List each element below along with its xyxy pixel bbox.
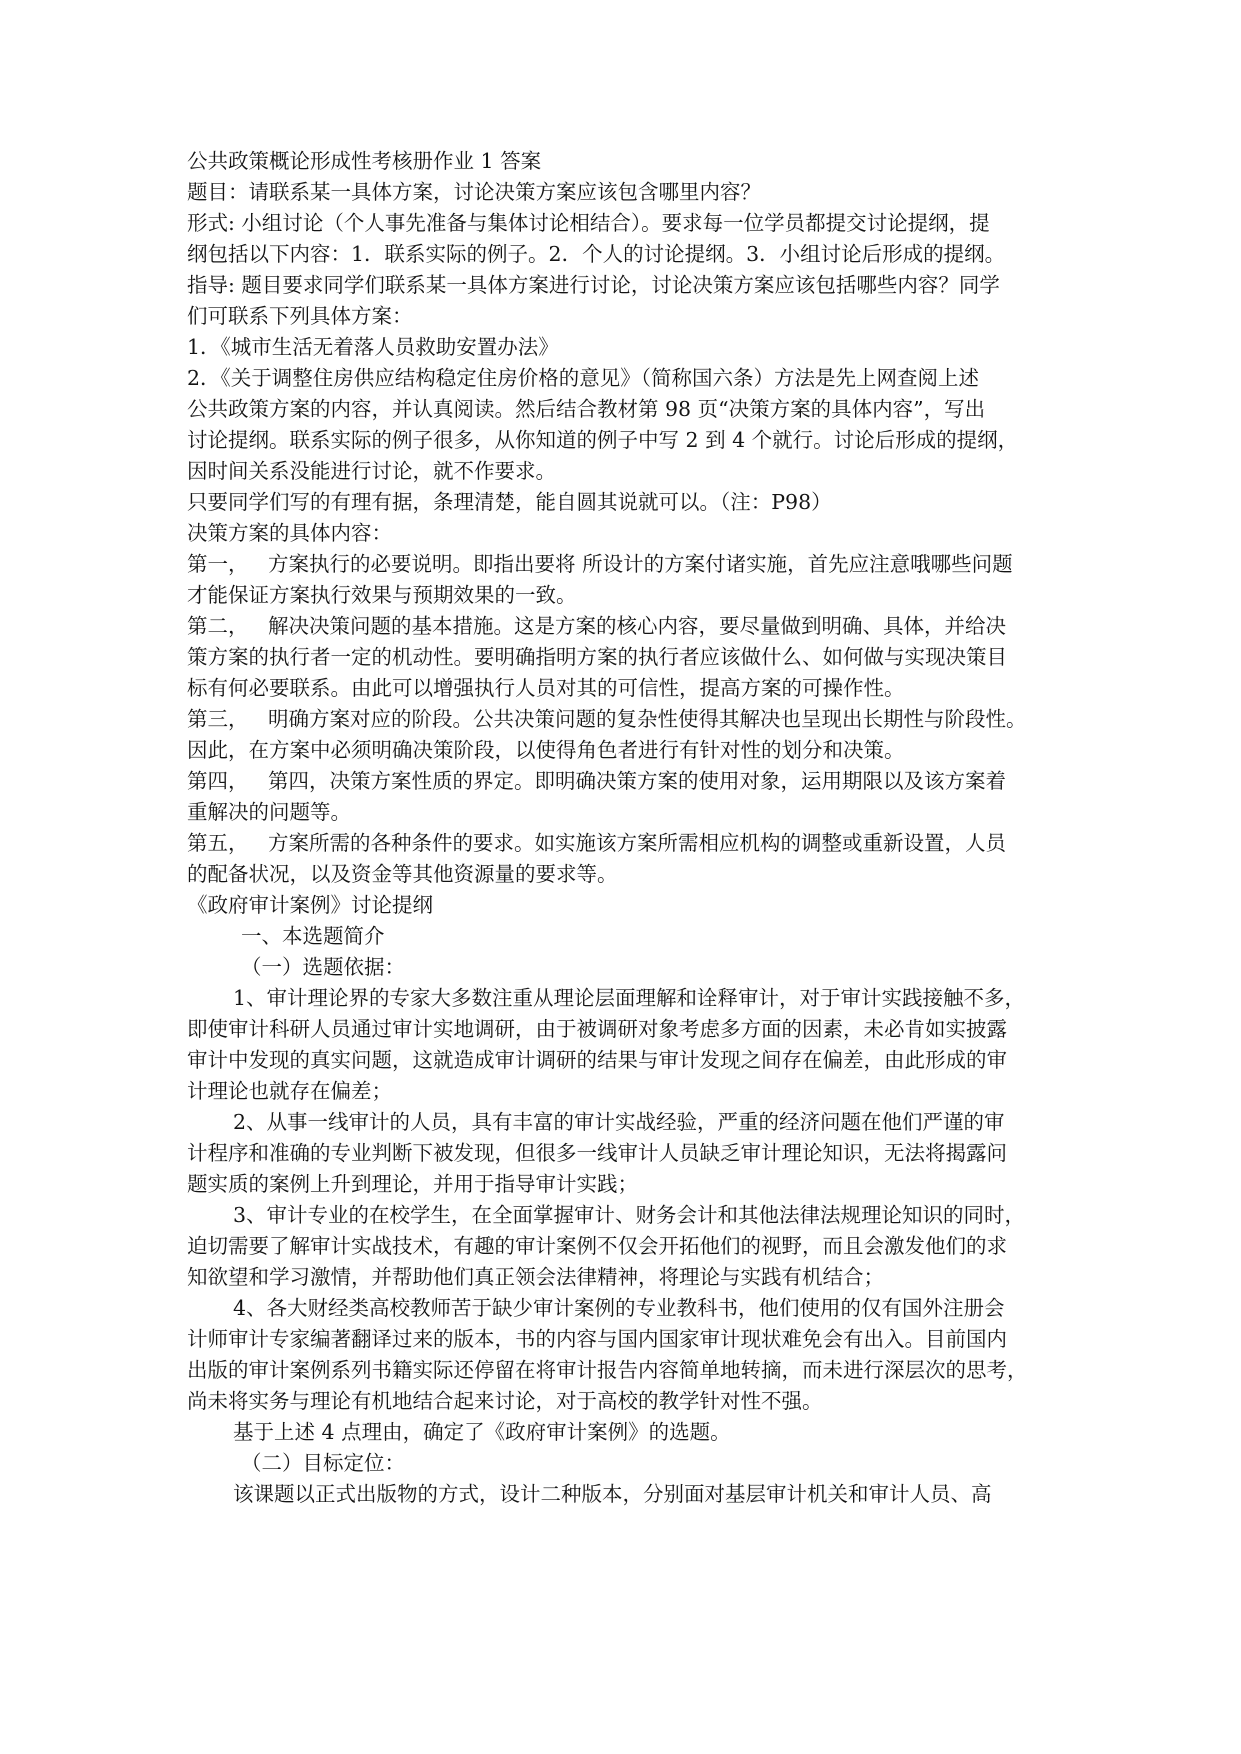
text-line: 出版的审计案例系列书籍实际还停留在将审计报告内容简单地转摘，而未进行深层次的思考， (187, 1358, 1028, 1382)
text-line: 2．《关于调整住房供应结构稳定住房价格的意见》（简称国六条）方法是先上网查阅上述 (187, 366, 980, 390)
text-line: 策方案的执行者一定的机动性。要明确指明方案的执行者应该做什么、如何做与实现决策目 (187, 645, 1007, 669)
text-line: 《政府审计案例》讨论提纲 (187, 893, 433, 917)
text-line: 第五， 方案所需的各种条件的要求。如实施该方案所需相应机构的调整或重新设置，人员 (187, 831, 1007, 855)
text-line: 3、审计专业的在校学生，在全面掌握审计、财务会计和其他法律法规理论知识的同时， (233, 1203, 1026, 1227)
text-line: （一）选题依据： (241, 955, 405, 979)
text-line: 讨论提纲。联系实际的例子很多，从你知道的例子中写 2 到 4 个就行。讨论后形成的提纲， (187, 428, 1019, 452)
text-line: 第二， 解决决策问题的基本措施。这是方案的核心内容，要尽量做到明确、具体，并给决 (187, 614, 1007, 638)
text-line: 公共政策方案的内容，并认真阅读。然后结合教材第 98 页“决策方案的具体内容”，写出 (187, 397, 986, 421)
text-line: 因此，在方案中必须明确决策阶段，以使得角色者进行有针对性的划分和决策。 (187, 738, 905, 762)
text-line: 一、本选题简介 (241, 924, 385, 948)
document-body (187, 146, 1067, 1510)
text-line: 即使审计科研人员通过审计实地调研，由于被调研对象考虑多方面的因素，未必肯如实披露 (187, 1017, 1007, 1041)
text-line: 才能保证方案执行效果与预期效果的一致。 (187, 583, 577, 607)
text-line: 纲包括以下内容：1．联系实际的例子。2．个人的讨论提纲。3．小组讨论后形成的提纲。 (187, 242, 1006, 266)
text-line: 知欲望和学习激情，并帮助他们真正领会法律精神，将理论与实践有机结合； (187, 1265, 884, 1289)
text-line: 第一， 方案执行的必要说明。即指出要将 所设计的方案付诸实施，首先应注意哦哪些问题 (187, 552, 1013, 576)
text-line: 决策方案的具体内容： (187, 521, 392, 545)
text-line: 4、各大财经类高校教师苦于缺少审计案例的专业教科书，他们使用的仅有国外注册会 (233, 1296, 1005, 1320)
text-line: （二）目标定位： (241, 1451, 405, 1475)
text-line: 第三， 明确方案对应的阶段。公共决策问题的复杂性使得其解决也呈现出长期性与阶段性。 (187, 707, 1027, 731)
text-line: 标有何必要联系。由此可以增强执行人员对其的可信性，提高方案的可操作性。 (187, 676, 905, 700)
text-line: 重解决的问题等。 (187, 800, 351, 824)
text-line: 只要同学们写的有理有据，条理清楚，能自圆其说就可以。（注：P98） (187, 490, 832, 514)
text-line: 题实质的案例上升到理论，并用于指导审计实践； (187, 1172, 638, 1196)
text-line: 1．《城市生活无着落人员救助安置办法》 (187, 335, 559, 359)
text-line: 计师审计专家编著翻译过来的版本，书的内容与国内国家审计现状难免会有出入。目前国内 (187, 1327, 1007, 1351)
text-line: 该课题以正式出版物的方式，设计二种版本，分别面对基层审计机关和审计人员、高 (233, 1482, 992, 1506)
text-line: 第四， 第四，决策方案性质的界定。即明确决策方案的使用对象，运用期限以及该方案着 (187, 769, 1007, 793)
text-line: 因时间关系没能进行讨论，就不作要求。 (187, 459, 556, 483)
text-line: 们可联系下列具体方案： (187, 304, 413, 328)
document-title: 公共政策概论形成性考核册作业 1 答案 (187, 149, 542, 173)
text-line: 迫切需要了解审计实战技术，有趣的审计案例不仅会开拓他们的视野，而且会激发他们的求 (187, 1234, 1007, 1258)
text-line: 审计中发现的真实问题，这就造成审计调研的结果与审计发现之间存在偏差，由此形成的审 (187, 1048, 1007, 1072)
text-line: 计程序和准确的专业判断下被发现，但很多一线审计人员缺乏审计理论知识，无法将揭露问 (187, 1141, 1007, 1165)
text-line: 题目：请联系某一具体方案，讨论决策方案应该包含哪里内容？ (187, 180, 761, 204)
text-line: 的配备状况，以及资金等其他资源量的要求等。 (187, 862, 618, 886)
text-line: 基于上述 4 点理由，确定了《政府审计案例》的选题。 (233, 1420, 731, 1444)
text-line: 形式: 小组讨论（个人事先准备与集体讨论相结合）。要求每一位学员都提交讨论提纲，提 (187, 211, 990, 235)
text-line: 计理论也就存在偏差； (187, 1079, 392, 1103)
text-line: 指导: 题目要求同学们联系某一具体方案进行讨论，讨论决策方案应该包括哪些内容？同学 (187, 273, 1000, 297)
text-line: 1、审计理论界的专家大多数注重从理论层面理解和诠释审计，对于审计实践接触不多， (233, 986, 1026, 1010)
text-line: 尚未将实务与理论有机地结合起来讨论，对于高校的教学针对性不强。 (187, 1389, 823, 1413)
text-line: 2、从事一线审计的人员，具有丰富的审计实战经验，严重的经济问题在他们严谨的审 (233, 1110, 1005, 1134)
